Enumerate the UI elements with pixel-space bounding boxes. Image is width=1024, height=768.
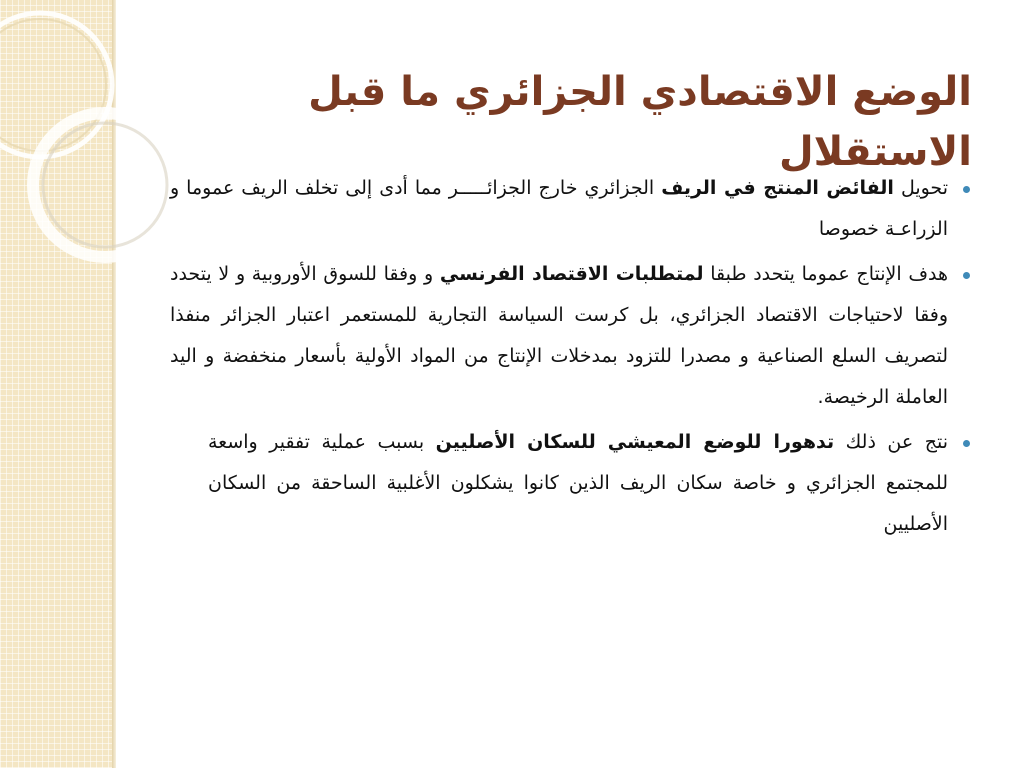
bullet-lead-text: تحويل (893, 177, 948, 199)
bullet-item (170, 168, 970, 250)
bullet-item (170, 254, 970, 418)
bullet-dot-icon (963, 186, 970, 193)
bullet-lead-text: نتج عن ذلك (834, 431, 949, 453)
bullet-text-wrap (208, 422, 948, 545)
bullet-rest-text: و وفقا للسوق الأوروبية و لا يتحدد وفقا لاحتياجات الاقتصاد الجزائري، بل كرست السياسة التجارية للمستعمر اعتبار الجزائر منفذا لتصريف السلع الصناعية و مصدرا للتزود بمدخلات الإنتاج من المواد الأولية بأسعار منخفضة و اليد العاملة الرخيصة. (170, 263, 948, 408)
slide-body (170, 168, 970, 549)
bullet-rest-text: بسبب عملية تفقير واسعة للمجتمع الجزائري و خاصة سكان الريف الذين كانوا يشكلون الأغلبية الساحقة من السكان الأصليين (208, 431, 948, 535)
bullet-bold-text: لمتطلبات الاقتصاد الفرنسي (439, 263, 704, 285)
bullet-dot-icon (963, 272, 970, 279)
bullet-rest-text: الجزائري خارج الجزائـــــر مما أدى إلى تخلف الريف عموما و الزراعـة خصوصا (170, 177, 948, 240)
bullet-bold-text: تدهورا للوضع المعيشي للسكان الأصليين (435, 431, 835, 453)
bullet-dot-icon (963, 440, 970, 447)
bullet-lead-text: هدف الإنتاج عموما يتحدد طبقا (703, 263, 949, 285)
slide-title: الوضع الاقتصادي الجزائري ما قبل الاستقلال (308, 69, 972, 175)
bullet-bold-text: الفائض المنتج في الريف (661, 177, 894, 199)
bullet-item (170, 422, 970, 545)
